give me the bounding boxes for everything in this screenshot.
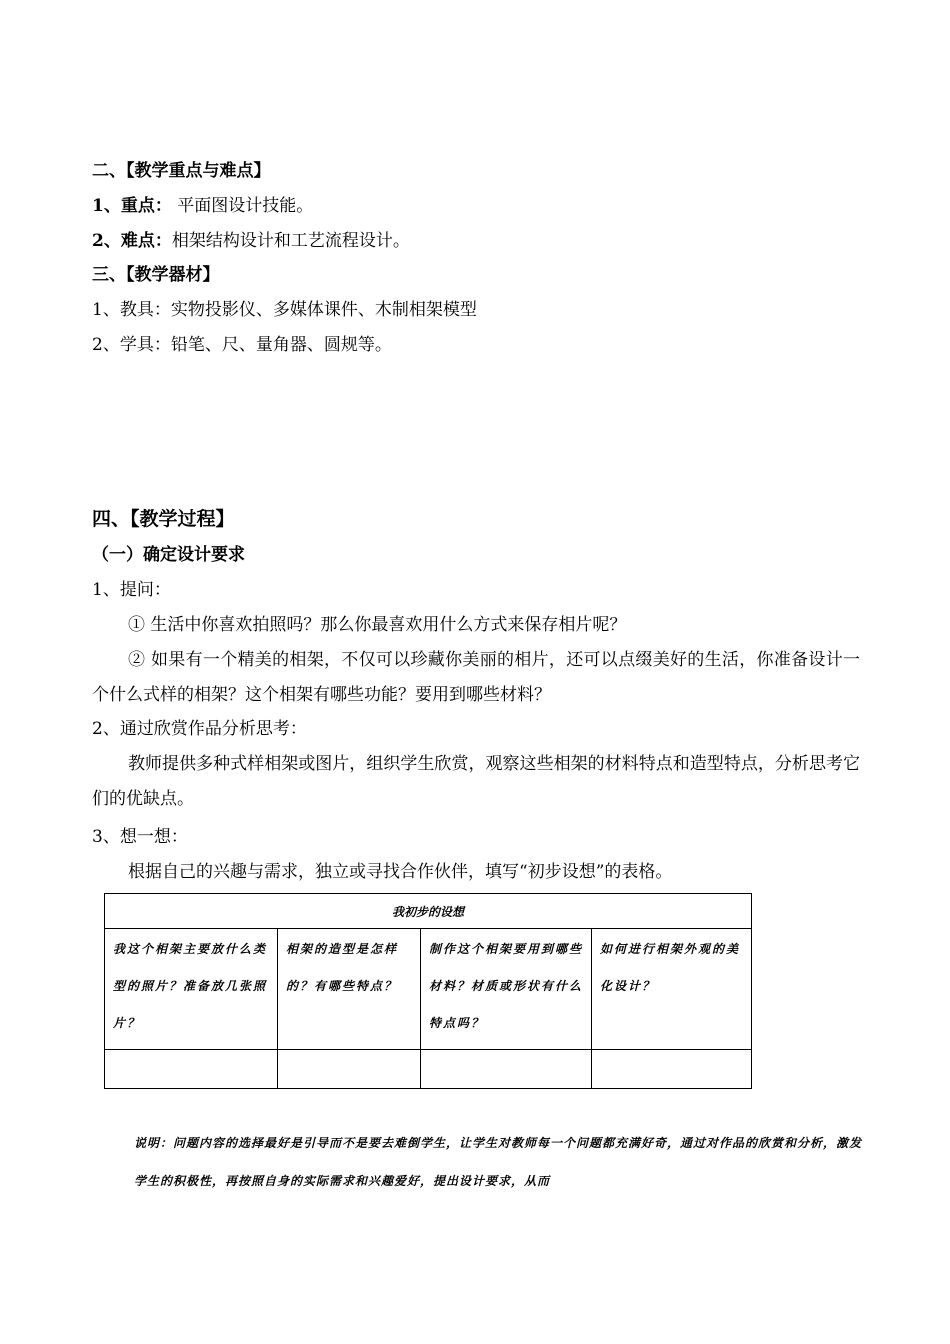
difficulty-text: 相架结构设计和工艺流程设计。 (171, 231, 410, 251)
step1-label: 1、提问： (92, 580, 171, 600)
section2-heading: 二、【教学重点与难点】 (92, 161, 271, 181)
question-2: ② 如果有一个精美的相架，不仅可以珍藏你美丽的相片，还可以点缀美好的生活，你准备设计一个什么式样的相架？这个相架有哪些功能？要用到哪些材料？ (92, 650, 860, 705)
difficulty-line (92, 229, 410, 253)
step3-label: 3、想一想： (92, 827, 188, 847)
section3-heading: 三、【教学器材】 (92, 265, 220, 285)
table-question-shape: 相架的造型是怎样的？有哪些特点？ (278, 929, 421, 1050)
step2-text: 教师提供多种式样相架或图片，组织学生欣赏，观察这些相架的材料特点和造型特点，分析思考它们的优缺点。 (92, 754, 860, 809)
table-answer-cell[interactable] (105, 1050, 278, 1089)
initial-idea-table (104, 893, 752, 1089)
table-question-materials: 制作这个相架要用到哪些材料？材质或形状有什么特点吗？ (421, 929, 592, 1050)
student-tools: 2、学具：铅笔、尺、量角器、圆规等。 (92, 335, 392, 355)
difficulty-label: 2、难点： (92, 231, 172, 251)
table-answer-cell[interactable] (421, 1050, 592, 1089)
teaching-note: 说明：问题内容的选择最好是引导而不是要去难倒学生，让学生对教师每一个问题都充满好奇，通过对作品的欣赏和分析，激发学生的积极性，再按照自身的实际需求和兴趣爱好，提出设计要求，从而 (134, 1136, 863, 1188)
key-point-text: 平面图设计技能。 (171, 196, 314, 216)
section4-heading: 四、【教学过程】 (92, 508, 235, 530)
table-question-decoration: 如何进行相架外观的美化设计？ (592, 929, 752, 1050)
subsection-heading: （一）确定设计要求 (92, 545, 245, 565)
key-point-line (92, 194, 313, 218)
table-answer-cell[interactable] (592, 1050, 752, 1089)
table-title: 我初步的设想 (105, 894, 752, 929)
table-question-photos: 我这个相架主要放什么类型的照片？准备放几张照片？ (105, 929, 278, 1050)
key-point-label: 1、重点： (92, 196, 172, 216)
table-answer-cell[interactable] (278, 1050, 421, 1089)
teaching-tools: 1、教具：实物投影仪、多媒体课件、木制相架模型 (92, 300, 477, 320)
question-1: ① 生活中你喜欢拍照吗？那么你最喜欢用什么方式来保存相片呢？ (128, 615, 627, 635)
step3-text: 根据自己的兴趣与需求，独立或寻找合作伙伴，填写“初步设想”的表格。 (128, 862, 673, 882)
step2-label: 2、通过欣赏作品分析思考： (92, 719, 307, 739)
